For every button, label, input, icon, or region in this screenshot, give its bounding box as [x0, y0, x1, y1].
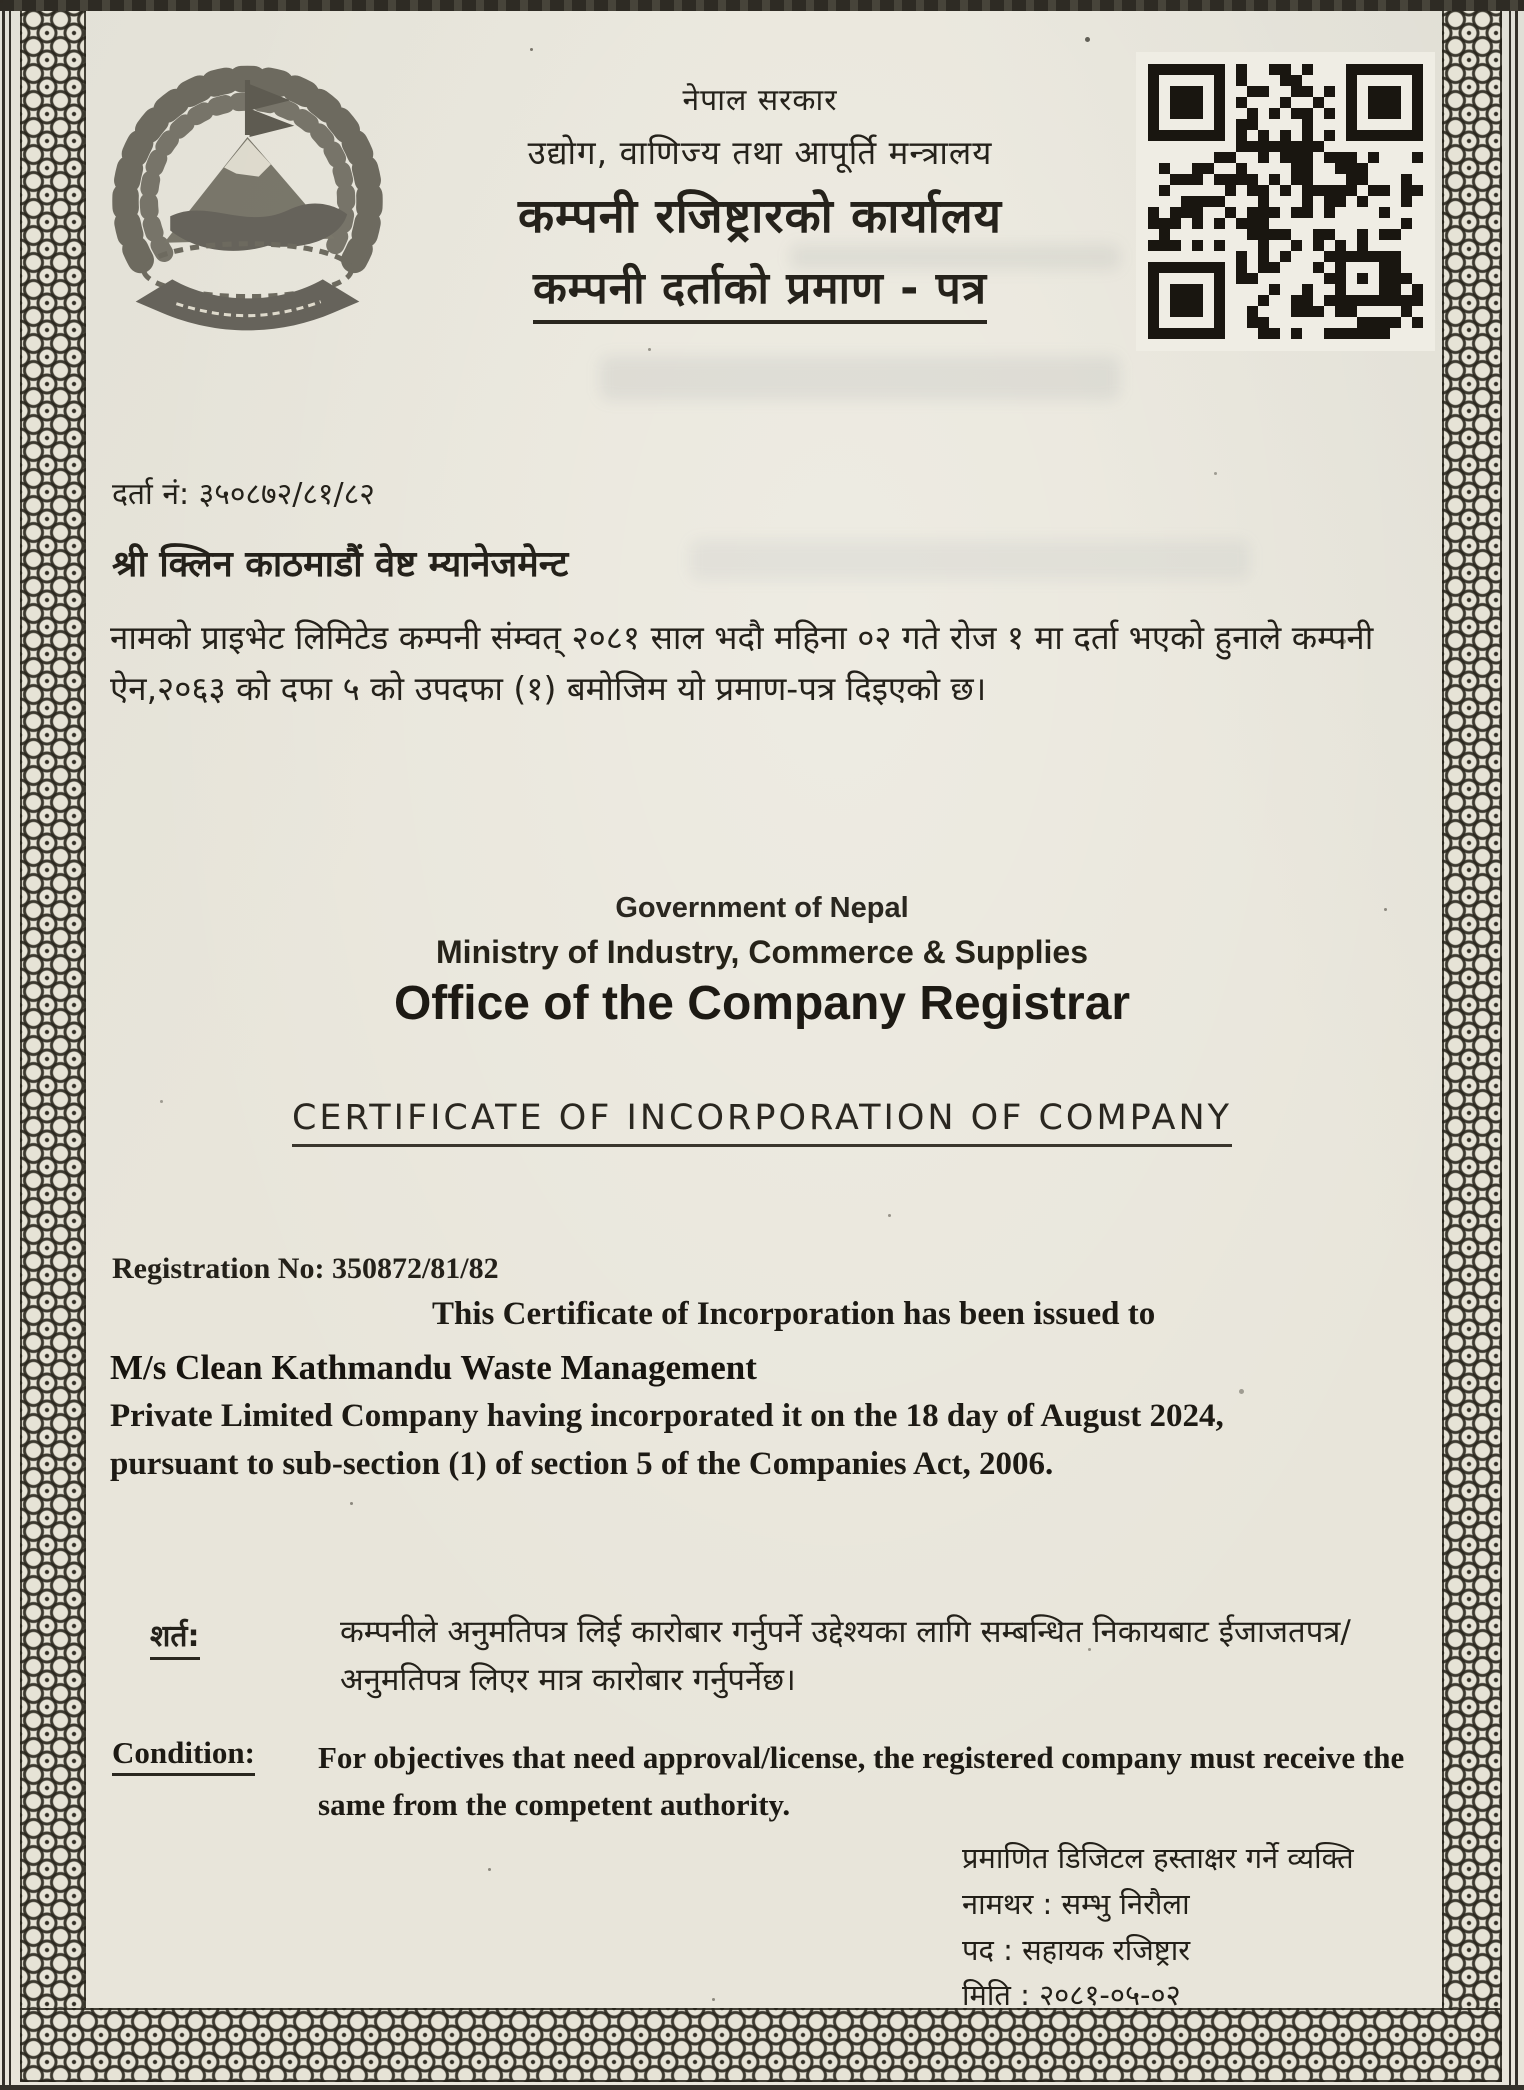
- signature-line-date: मिति : २०८१-०५-०२: [962, 1978, 1181, 2013]
- issued-line-en: This Certificate of Incorporation has been issued to: [432, 1296, 1156, 1332]
- border-band-right: [1442, 6, 1502, 2082]
- gov-title-np: नेपाल सरकार: [682, 83, 838, 118]
- condition-text-np: कम्पनीले अनुमतिपत्र लिई कारोबार गर्नुपर्ने उद्देश्यका लागि सम्बन्धित निकायबाट ईजाजतपत्र/अनुमतिपत्र लिएर मात्र कारोबार गर्नुपर्नेछ।: [340, 1614, 1351, 1699]
- gov-title-en: Government of Nepal: [615, 892, 909, 924]
- signature-line-name: नामथर : सम्भु निरौला: [962, 1886, 1190, 1921]
- border-line: [1509, 0, 1511, 2090]
- office-title-en: Office of the Company Registrar: [393, 977, 1131, 1030]
- certificate-title-en-text: CERTIFICATE OF INCORPORATION OF COMPANY: [292, 1098, 1232, 1147]
- condition-text-en: For objectives that need approval/license, the registered company must receive the same from the competent authority.: [318, 1740, 1405, 1822]
- condition-label-np: शर्त:: [150, 1614, 200, 1660]
- signature-block: [962, 1836, 1382, 2019]
- border-line-top: [0, 0, 1524, 11]
- border-line: [9, 0, 11, 2090]
- body-line2-en: pursuant to sub-section (1) of section 5 of the Companies Act, 2006.: [110, 1446, 1054, 1482]
- border-line: [1515, 0, 1518, 2090]
- certificate-title-np: कम्पनी दर्ताको प्रमाण - पत्र: [533, 256, 987, 324]
- condition-label-en: Condition:: [112, 1735, 255, 1776]
- registration-number-np: दर्ता नं: ३५०८७२/८१/८२: [112, 477, 375, 512]
- body-line1-en: Private Limited Company having incorporated it on the 18 day of August 2024,: [110, 1398, 1224, 1434]
- certificate-title-en: [0, 1098, 1524, 1147]
- scan-speckles: [0, 0, 3, 3]
- registration-body-np: नामको प्राइभेट लिमिटेड कम्पनी संम्वत् २०८१ साल भदौ महिना ०२ गते रोज १ मा दर्ता भएको हुनाले कम्पनी ऐन,२०६३ को दफा ५ को उपदफा (१) बमोजिम यो प्रमाण-पत्र दिइएको छ।: [110, 618, 1374, 709]
- signature-line-certifier: प्रमाणित डिजिटल हस्ताक्षर गर्ने व्यक्ति: [962, 1841, 1354, 1875]
- border-line: [2, 0, 5, 2090]
- signature-line-position: पद : सहायक रजिष्ट्रार: [962, 1932, 1191, 1967]
- ink-bleed-smudge: [690, 540, 1250, 580]
- ink-bleed-smudge: [600, 356, 1120, 400]
- qr-code: [1136, 52, 1436, 352]
- border-line-bottom: [0, 2085, 1524, 2090]
- ministry-title-en: Ministry of Industry, Commerce & Supplies: [436, 934, 1088, 970]
- company-name-en: M/s Clean Kathmandu Waste Management: [110, 1348, 757, 1387]
- border-band-left: [20, 6, 86, 2082]
- office-title-np: कम्पनी रजिष्ट्रारको कार्यालय: [518, 189, 1002, 244]
- registration-number-en: Registration No: 350872/81/82: [112, 1252, 499, 1285]
- ministry-title-np: उद्योग, वाणिज्य तथा आपूर्ति मन्त्रालय: [527, 133, 993, 172]
- company-name-np: श्री क्लिन काठमाडौं वेष्ट म्यानेजमेन्ट: [112, 544, 569, 585]
- header-nepali: [340, 78, 1180, 324]
